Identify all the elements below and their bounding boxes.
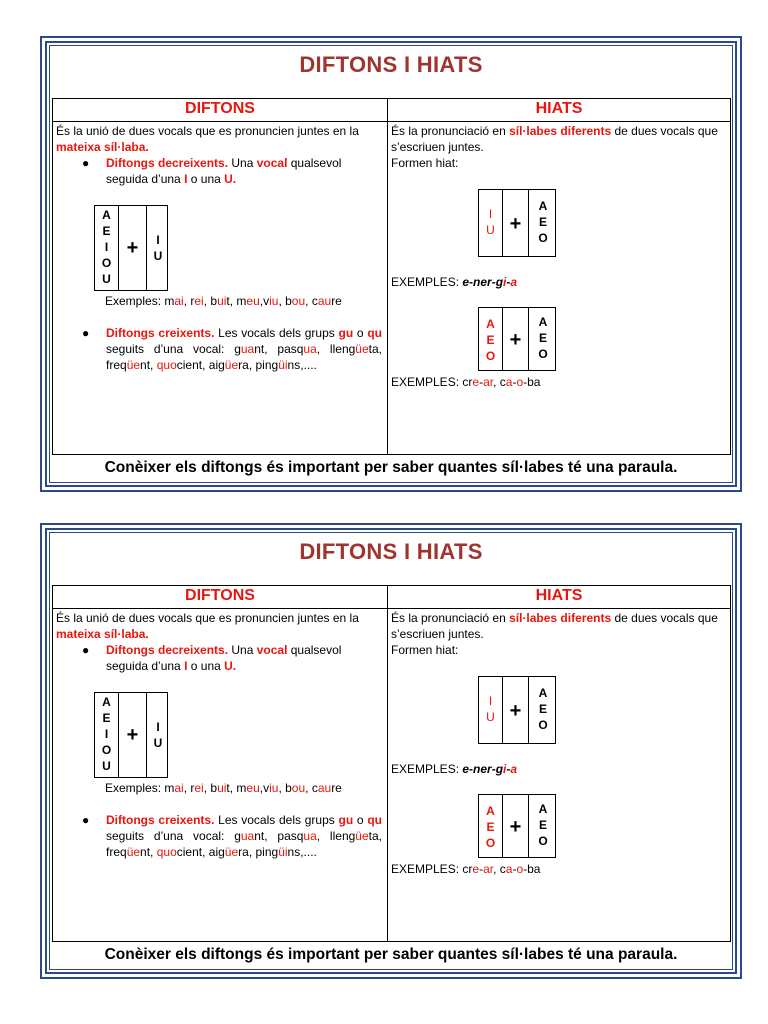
decreixents-item: ● Diftongs decreixents. Una vocal qualsevol seguida d’una I o una U. [82,643,342,673]
vowel-column-right [147,206,169,290]
vowel-letter: A [538,199,548,213]
decreixents-diagram [94,692,168,778]
vowel-letter: E [538,702,547,716]
formen-hiat-label: Formen hiat: [391,156,459,170]
creixents-item: ● Diftongs creixents. Les vocals dels grups gu o qu seguits d’una vocal: guant, pasqua, llengüeta, freqüent, quocient, aigüera, pingüins,.... [82,326,383,372]
hiat-example-2: EXEMPLES: cre-ar, ca-o-ba [391,862,541,876]
vowel-letter: E [102,224,111,238]
column-divider [387,586,388,941]
vowel-letter: U [153,736,163,750]
hiat-diagram-2 [478,307,556,371]
vowel-letter: I [488,207,493,221]
vowel-letter: O [485,349,496,363]
vowel-letter: I [156,720,160,734]
diftons-header: DIFTONS [185,587,255,604]
plus-cell: + [503,795,529,857]
header-divider [53,608,730,609]
vowel-column-left [95,206,119,290]
plus-cell: + [119,693,147,777]
vowel-letter: O [538,347,548,361]
hiats-header: HIATS [535,100,583,117]
bullet: ● [82,326,90,340]
vowel-letter: A [486,317,495,331]
plus-cell: + [503,190,529,256]
vowel-letter: A [102,208,111,222]
hiat-example-2: EXEMPLES: cre-ar, ca-o-ba [391,375,541,389]
vowel-letter: O [538,718,548,732]
vowel-letter: E [538,331,547,345]
header-divider [53,121,730,122]
diftons-definition: És la unió de dues vocals que es pronuncien juntes en la mateixa síl·laba. [56,124,359,154]
diftons-definition: És la unió de dues vocals que es pronuncien juntes en la mateixa síl·laba. [56,611,359,641]
vowel-column-right [529,190,557,256]
decreixents-item: ● Diftongs decreixents. Una vocal qualsevol seguida d’una I o una U. [82,156,342,186]
card-footer: Conèixer els diftongs és important per saber quantes síl·labes té una paraula. [104,946,678,963]
vowel-letter: I [156,233,160,247]
vowel-letter: A [486,804,495,818]
formen-hiat-label: Formen hiat: [391,643,459,657]
decreixents-diagram [94,205,168,291]
vowel-letter: U [486,223,495,237]
vowel-letter: A [102,695,111,709]
card-footer: Conèixer els diftongs és important per saber quantes síl·labes té una paraula. [104,459,678,476]
vowel-column-right [529,308,557,370]
vowel-letter: O [485,836,496,850]
vowel-column-left [479,795,503,857]
hiats-column [391,610,727,876]
vowel-column-left [95,693,119,777]
hiat-diagram-2 [478,794,556,858]
info-card [40,523,742,979]
hiat-diagram-1 [478,189,556,257]
vowel-letter: A [538,686,548,700]
card-title: DIFTONS I HIATS [299,539,483,564]
vowel-letter: A [538,315,548,329]
vowel-letter: O [101,743,112,757]
column-divider [387,99,388,454]
content-table [52,585,731,942]
vowel-letter: I [488,694,493,708]
hiats-definition: És la pronunciació en síl·labes diferents de dues vocals que s’escriuen juntes. [391,124,718,154]
hiat-diagram-1 [478,676,556,744]
decreixents-examples: Exemples: mai, rei, buit, meu,viu, bou, caure [105,294,342,308]
decreixents-examples: Exemples: mai, rei, buit, meu,viu, bou, caure [105,781,342,795]
vowel-letter: O [101,256,112,270]
bullet: ● [82,643,90,657]
vowel-letter: A [538,802,548,816]
hiats-definition: És la pronunciació en síl·labes diferents de dues vocals que s’escriuen juntes. [391,611,718,641]
vowel-column-right [147,693,169,777]
vowel-letter: O [538,231,548,245]
creixents-item: ● Diftongs creixents. Les vocals dels grups gu o qu seguits d’una vocal: guant, pasqua, llengüeta, freqüent, quocient, aigüera, pingüins,.... [82,813,383,859]
vowel-letter: U [153,249,163,263]
vowel-letter: E [486,333,495,347]
vowel-letter: U [102,272,111,286]
vowel-letter: E [102,711,111,725]
hiats-column [391,123,727,389]
vowel-column-left [479,308,503,370]
hiats-header: HIATS [535,587,583,604]
vowel-column-right [529,677,557,743]
vowel-letter: E [538,215,547,229]
vowel-letter: I [104,240,109,254]
bullet: ● [82,156,90,170]
diftons-header: DIFTONS [185,100,255,117]
diftons-column [56,123,383,372]
vowel-letter: I [104,727,109,741]
vowel-letter: U [486,710,495,724]
info-card [40,36,742,492]
vowel-column-left [479,677,503,743]
card-title: DIFTONS I HIATS [299,52,483,77]
vowel-letter: E [538,818,547,832]
vowel-column-left [479,190,503,256]
hiat-example-1: EXEMPLES: e-ner-gi-a [391,275,518,289]
vowel-column-right [529,795,557,857]
plus-cell: + [119,206,147,290]
plus-cell: + [503,308,529,370]
diftons-column [56,610,383,859]
content-table [52,98,731,455]
hiat-example-1: EXEMPLES: e-ner-gi-a [391,762,518,776]
vowel-letter: U [102,759,111,773]
bullet: ● [82,813,90,827]
vowel-letter: E [486,820,495,834]
vowel-letter: O [538,834,548,848]
plus-cell: + [503,677,529,743]
